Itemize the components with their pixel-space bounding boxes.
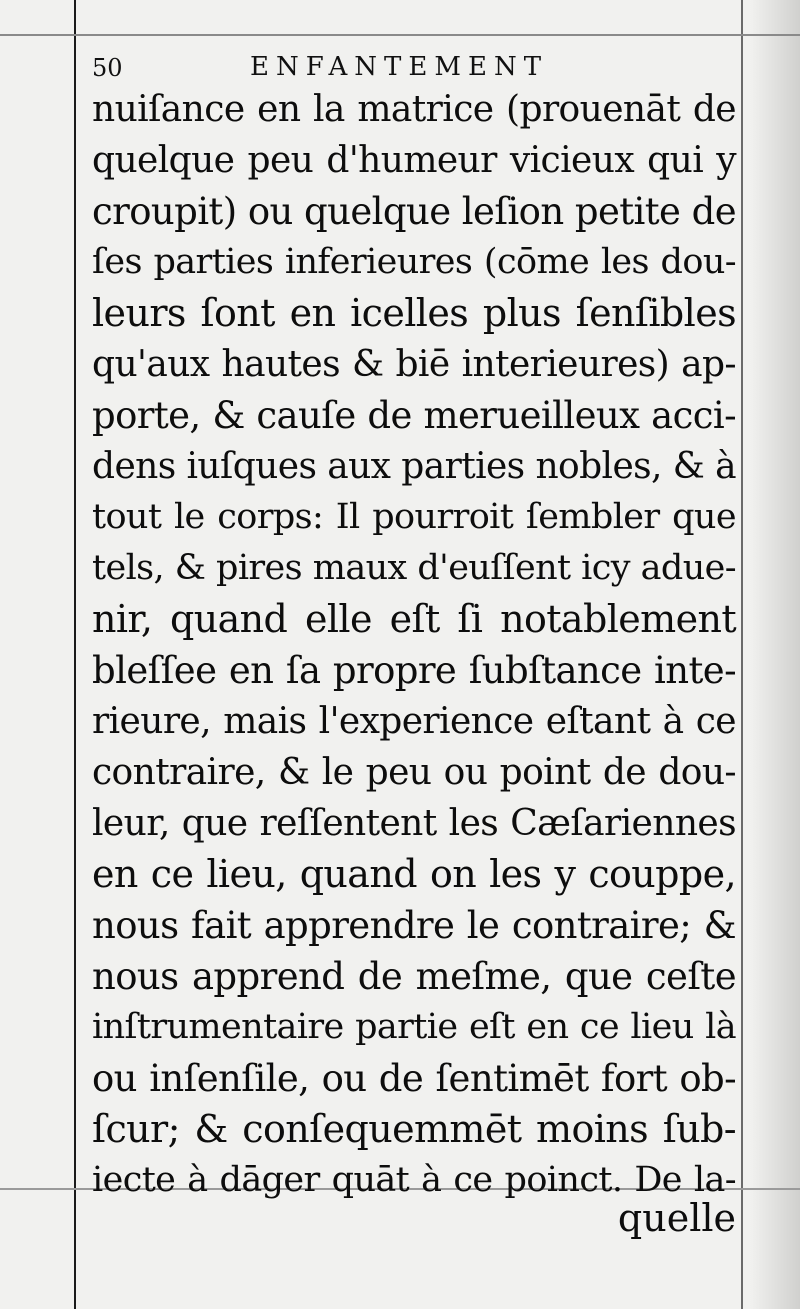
text-line: rieure, mais l'experience eſtant à ce xyxy=(92,701,736,742)
body-text xyxy=(92,84,736,1206)
text-line: porte, & cauſe de merueilleux acci- xyxy=(92,394,736,437)
text-line: en ce lieu, quand on les y couppe, xyxy=(92,852,736,896)
text-line: ſcur; & conſequemmēt moins ſub- xyxy=(92,1107,736,1151)
text-line: nous apprend de meſme, que ceſte xyxy=(92,955,736,998)
text-line: ſes parties inferieures (cōme les dou- xyxy=(92,242,736,282)
text-line: croupit) ou quelque leſion petite de xyxy=(92,190,736,233)
page-header xyxy=(88,48,738,88)
text-line: nuiſance en la matrice (prouenāt de xyxy=(92,89,736,130)
text-line: nir, quand elle eſt ſi notablement xyxy=(92,597,736,641)
text-line: iecte à dāger quāt à ce poinct. De la- xyxy=(92,1160,736,1200)
text-line: dens iuſques aux parties nobles, & à xyxy=(92,446,736,487)
text-line: inſtrumentaire partie eſt en ce lieu là xyxy=(92,1007,736,1047)
page-edge-shadow xyxy=(750,0,800,1309)
right-margin-rule xyxy=(741,0,743,1309)
text-line: ou inſenſile, ou de ſentimēt fort ob- xyxy=(92,1057,736,1100)
running-head: ENFANTEMENT xyxy=(250,52,549,82)
text-line: contraire, & le peu ou point de dou- xyxy=(92,752,736,793)
page-number: 50 xyxy=(92,54,123,82)
text-line: bleſſee en ſa propre ſubſtance inte- xyxy=(92,649,736,692)
text-line: nous fait apprendre le contraire; & xyxy=(92,904,736,947)
text-line: tels, & pires maux d'euſſent icy adue- xyxy=(92,548,736,588)
left-margin-rule xyxy=(74,0,76,1309)
text-line: tout le corps: Il pourroit ſembler que xyxy=(92,497,736,537)
catchword: quelle xyxy=(617,1196,736,1240)
text-line: quelque peu d'humeur vicieux qui y xyxy=(92,140,736,181)
text-line: qu'aux hautes & biē interieures) ap- xyxy=(92,344,736,385)
text-line: leurs ſont en icelles plus ſenſibles xyxy=(92,291,736,335)
top-rule xyxy=(0,34,800,36)
text-line: leur, que reſſentent les Cæſariennes xyxy=(92,803,736,844)
